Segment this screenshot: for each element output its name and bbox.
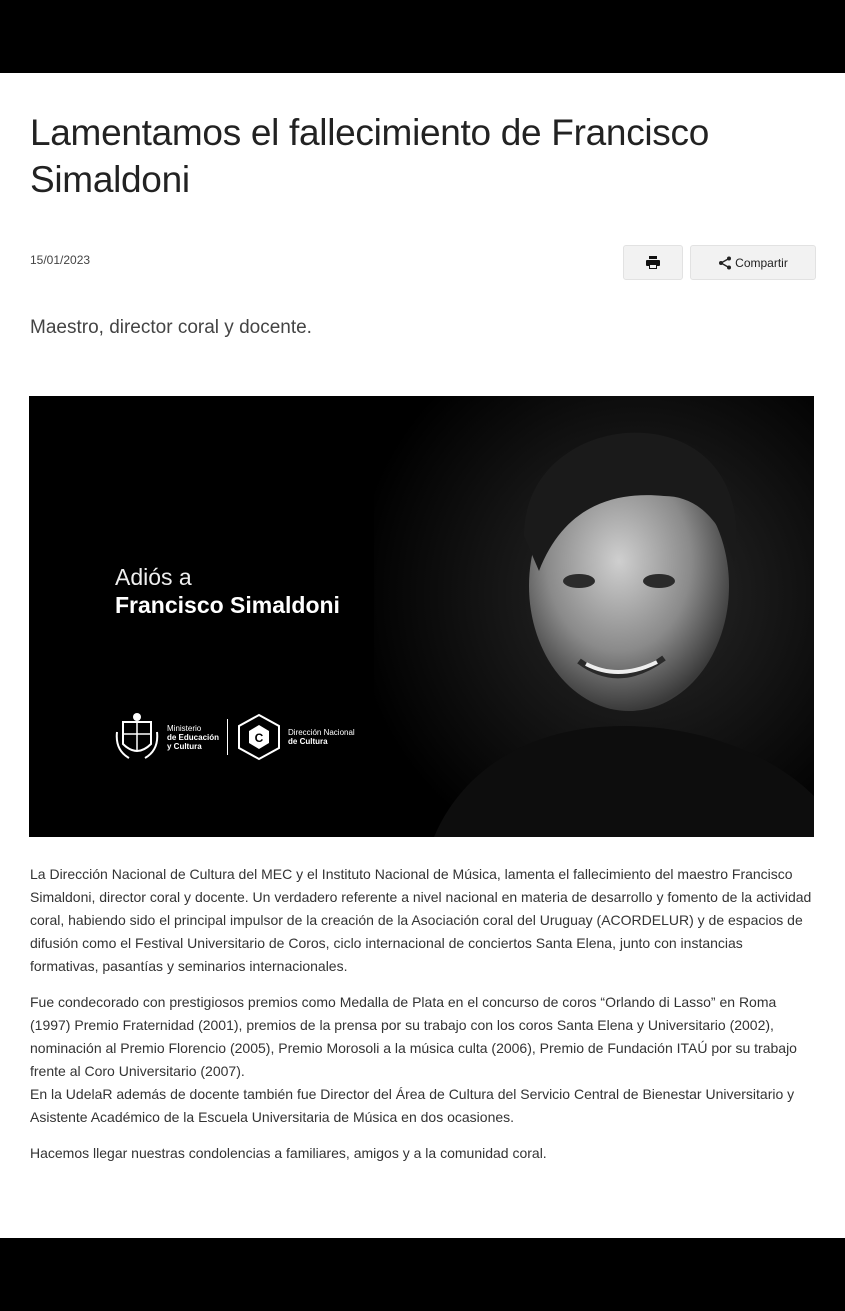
mec-logo-text — [167, 724, 219, 751]
article-body — [30, 863, 815, 1178]
institution-logos — [115, 711, 355, 763]
hero-heading-line1: Adiós a — [115, 564, 192, 590]
share-icon — [718, 256, 732, 270]
mec-logo-line1: Ministerio — [167, 723, 202, 733]
body-paragraph — [30, 991, 815, 1129]
print-button[interactable] — [623, 245, 683, 280]
printer-icon — [646, 256, 660, 269]
hero-image — [29, 396, 814, 837]
share-button[interactable] — [690, 245, 816, 280]
page-title: Lamentamos el fallecimiento de Francisco Simaldoni — [30, 112, 709, 200]
article-page — [0, 73, 845, 1238]
portrait-photo — [374, 396, 814, 837]
share-label: Compartir — [735, 255, 788, 270]
publish-date: 15/01/2023 — [30, 253, 91, 267]
body-paragraph-part: En la UdelaR además de docente también fue Director del Área de Cultura del Servicio Central de Bienestar Universitario y Asistente Académico de la Escuela Universitaria de Música en dos ocasiones. — [30, 1086, 795, 1125]
article-subtitle: Maestro, director coral y docente. — [30, 317, 312, 338]
coat-of-arms-icon — [115, 712, 159, 762]
body-paragraph-part: Fue condecorado con prestigiosos premios como Medalla de Plata en el concurso de coros “Orlando di Lasso” en Roma (1997) Premio Fraternidad (2001), premios de la prensa por su trabajo con los coros Santa Elena y Universitario (2002), nominación al Premio Florencio (2005), Premio Morosoli a la música culta (2006), Premio de Fundación ITAÚ por su trabajo frente al Coro Universitario (2007). — [30, 994, 797, 1079]
dnc-hexagon-icon — [236, 713, 282, 761]
svg-text:C: C — [254, 731, 264, 745]
mec-logo-line2: de Educación — [167, 732, 220, 742]
dnc-logo-line2: de Cultura — [288, 737, 328, 746]
mec-logo-line3: y Cultura — [167, 741, 202, 751]
body-paragraph: Hacemos llegar nuestras condolencias a familiares, amigos y a la comunidad coral. — [30, 1145, 547, 1161]
dnc-logo-text — [288, 728, 355, 746]
dnc-logo-line1: Dirección Nacional — [288, 728, 355, 737]
hero-heading-line2: Francisco Simaldoni — [115, 592, 340, 618]
body-paragraph: La Dirección Nacional de Cultura del MEC y el Instituto Nacional de Música, lamenta el fallecimiento del maestro Francisco Simaldoni, director coral y docente. Un verdadero referente a nivel nacional en materia de desarrollo y fomento de la actividad coral, habiendo sido el principal impulsor de la creación de la Asociación coral del Uruguay (ACORDELUR) y de espacios de difusión como el Festival Universitario de Coros, ciclo internacional de conciertos Santa Elena, junto con instancias formativas, pasantías y seminarios internacionales. — [30, 866, 812, 974]
logo-divider — [227, 719, 228, 755]
